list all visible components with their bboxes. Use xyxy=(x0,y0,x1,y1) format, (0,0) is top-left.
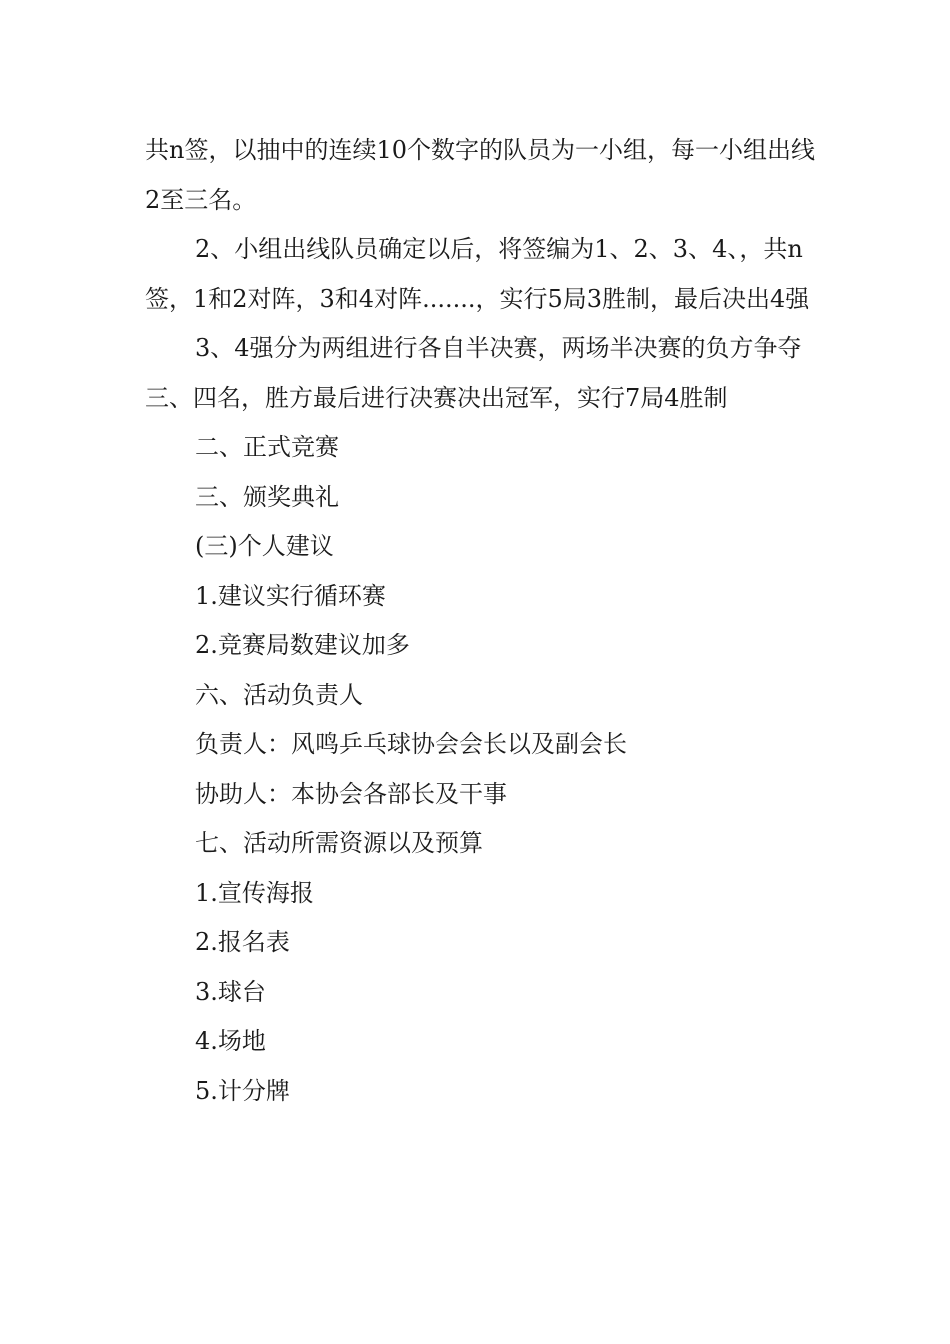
list-item-table: 3.球台 xyxy=(195,977,266,1006)
document-body xyxy=(145,126,825,1116)
list-item-poster: 1.宣传海报 xyxy=(195,878,314,907)
list-item-scoreboard: 5.计分牌 xyxy=(195,1076,290,1105)
paragraph-group-qualify: 共n签，以抽中的连续10个数字的队员为一小组，每一小组出线2至三名。 xyxy=(145,136,815,214)
list-item-venue: 4.场地 xyxy=(195,1027,266,1055)
paragraph-knockout-rules: 2、小组出线队员确定以后，将签编为1、2、3、4、，共n签，1和2对阵，3和4对阵.......，实行5局3胜制，最后决出4强 xyxy=(145,235,810,313)
list-item-more-games: 2.竞赛局数建议加多 xyxy=(195,631,410,659)
heading-personal-suggestions: (三)个人建议 xyxy=(195,532,334,560)
assistant-line: 协助人：本协会各部长及干事 xyxy=(195,779,507,808)
list-item-round-robin: 1.建议实行循环赛 xyxy=(195,581,386,610)
leader-line: 负责人：风鸣乒乓球协会会长以及副会长 xyxy=(195,730,627,758)
heading-award-ceremony: 三、颁奖典礼 xyxy=(195,482,339,511)
paragraph-semifinal-rules: 3、4强分为两组进行各自半决赛，两场半决赛的负方争夺三、四名，胜方最后进行决赛决出冠军，实行7局4胜制 xyxy=(145,334,802,412)
list-item-registration-form: 2.报名表 xyxy=(195,928,290,956)
heading-resources-budget: 七、活动所需资源以及预算 xyxy=(195,829,483,857)
heading-activity-leader: 六、活动负责人 xyxy=(195,680,363,709)
heading-formal-competition: 二、正式竞赛 xyxy=(195,433,339,461)
